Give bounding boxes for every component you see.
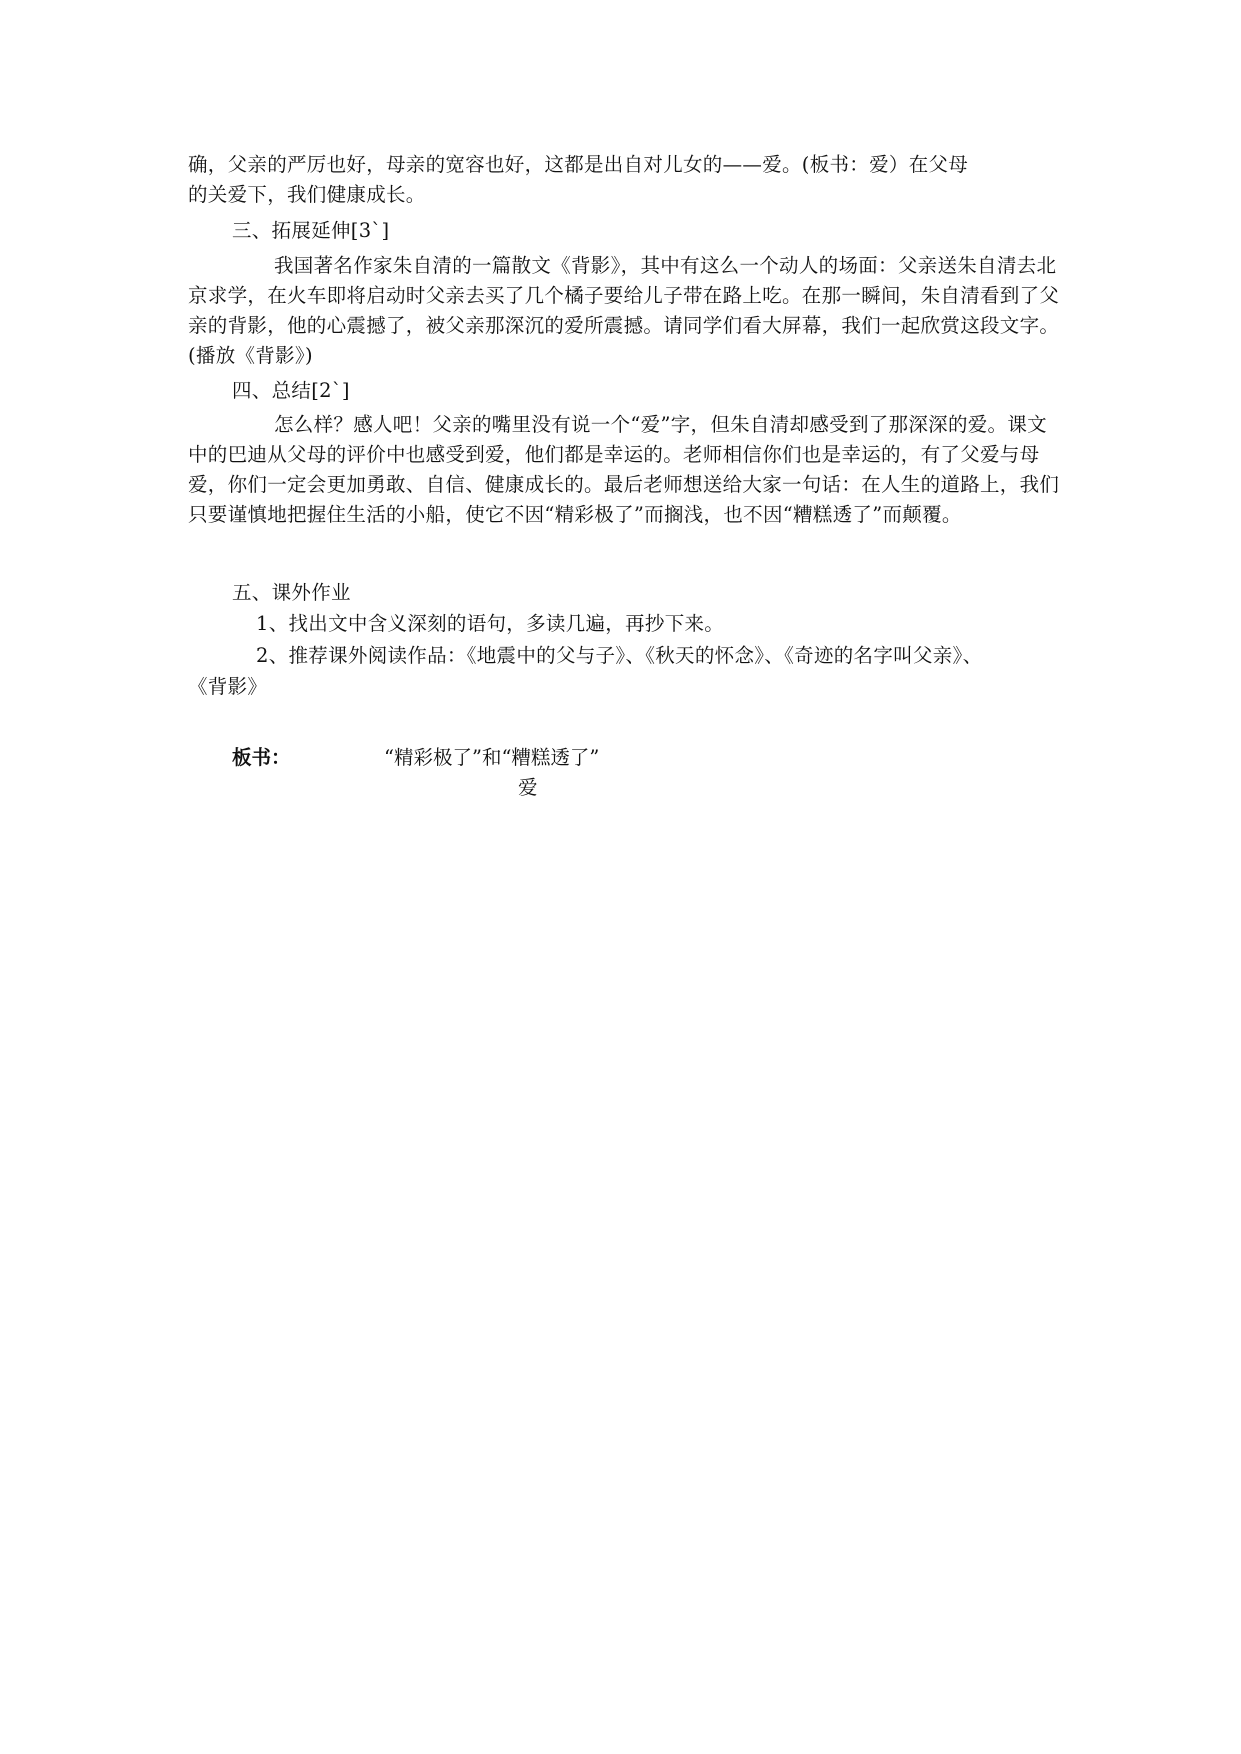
board-label: 板书： — [232, 746, 291, 769]
section-3-paragraph: 我国著名作家朱自清的一篇散文《背影》，其中有这么一个动人的场面：父亲送朱自清去北京求学，在火车即将启动时父亲去买了几个橘子要给儿子带在路上吃。在那一瞬间，朱自清看到了父亲的背影，他的心震撼了，被父亲那深沉的爱所震撼。请同学们看大屏幕，我们一起欣赏这段文字。(播放《背影》) — [188, 254, 1060, 367]
homework-item-1: 1、找出文中含义深刻的语句，多读几遍，再抄下来。 — [256, 612, 725, 635]
section-5-heading: 五、课外作业 — [232, 581, 351, 604]
homework-item-2: 2、推荐课外阅读作品：《地震中的父与子》、《秋天的怀念》、《奇迹的名字叫父亲》、 — [256, 644, 983, 667]
intro-line-2: 的关爱下，我们健康成长。 — [188, 183, 426, 206]
intro-line-1: 确，父亲的严厉也好，母亲的宽容也好，这都是出自对儿女的——爱。(板书：爱）在父母 — [188, 153, 969, 176]
homework-item-2-continued: 《背影》 — [188, 675, 268, 698]
section-4-heading: 四、总结[2`] — [232, 379, 350, 402]
section-3-heading: 三、拓展延伸[3`] — [232, 219, 390, 242]
board-love-text: 爱 — [518, 776, 538, 799]
board-main-text: “精彩极了”和“糟糕透了” — [384, 746, 600, 769]
section-4-paragraph: 怎么样？感人吧！父亲的嘴里没有说一个“爱”字，但朱自清却感受到了那深深的爱。课文中的巴迪从父母的评价中也感受到爱，他们都是幸运的。老师相信你们也是幸运的，有了父爱与母爱，你们一定会更加勇敢、自信、健康成长的。最后老师想送给大家一句话：在人生的道路上，我们只要谨慎地把握住生活的小船，使它不因“精彩极了”而搁浅，也不因“糟糕透了”而颠覆。 — [188, 413, 1060, 526]
